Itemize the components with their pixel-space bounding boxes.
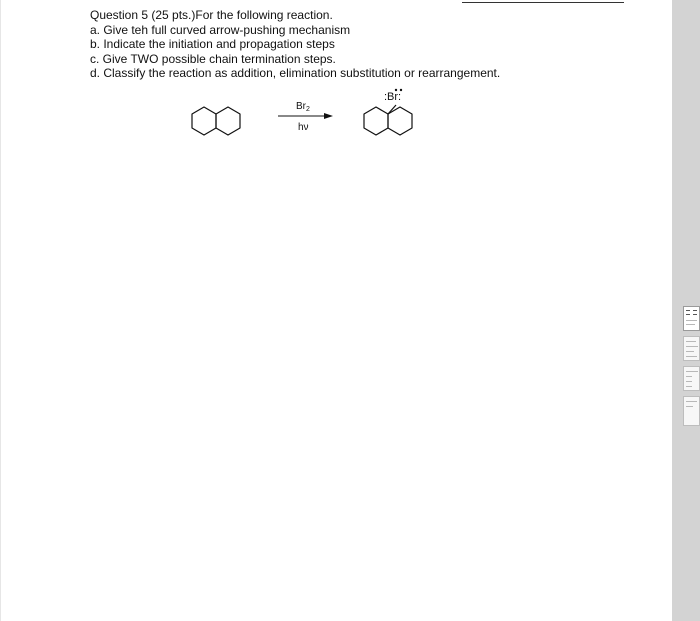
reaction-arrow bbox=[278, 113, 333, 119]
decalin-reactant-structure bbox=[192, 107, 240, 135]
page-thumbnail-1[interactable] bbox=[683, 306, 700, 331]
page-thumbnail-2[interactable] bbox=[683, 336, 700, 361]
question-part-d: d. Classify the reaction as addition, elimination substitution or rearrangement. bbox=[90, 66, 501, 80]
reagent-bromine: $Br_2$ bbox=[296, 101, 310, 113]
reaction-scheme bbox=[180, 86, 460, 156]
reaction-drawing bbox=[180, 86, 460, 156]
question-title: Question 5 (25 pts.)For the following reaction. bbox=[90, 8, 333, 22]
bromodecalin-product-structure bbox=[364, 105, 412, 135]
product-bromine-label: :Br: bbox=[384, 91, 402, 103]
top-rule-line bbox=[462, 2, 624, 3]
page-thumbnail-4[interactable] bbox=[683, 396, 700, 426]
question-text bbox=[90, 8, 500, 81]
page-thumbnail-3[interactable] bbox=[683, 366, 700, 391]
reagent-light: hν bbox=[298, 122, 309, 133]
question-part-b: b. Indicate the initiation and propagation steps bbox=[90, 37, 335, 51]
question-part-c: c. Give TWO possible chain termination steps. bbox=[90, 51, 336, 66]
question-part-a: a. Give teh full curved arrow-pushing mechanism bbox=[90, 22, 351, 37]
page-edge bbox=[0, 0, 1, 621]
